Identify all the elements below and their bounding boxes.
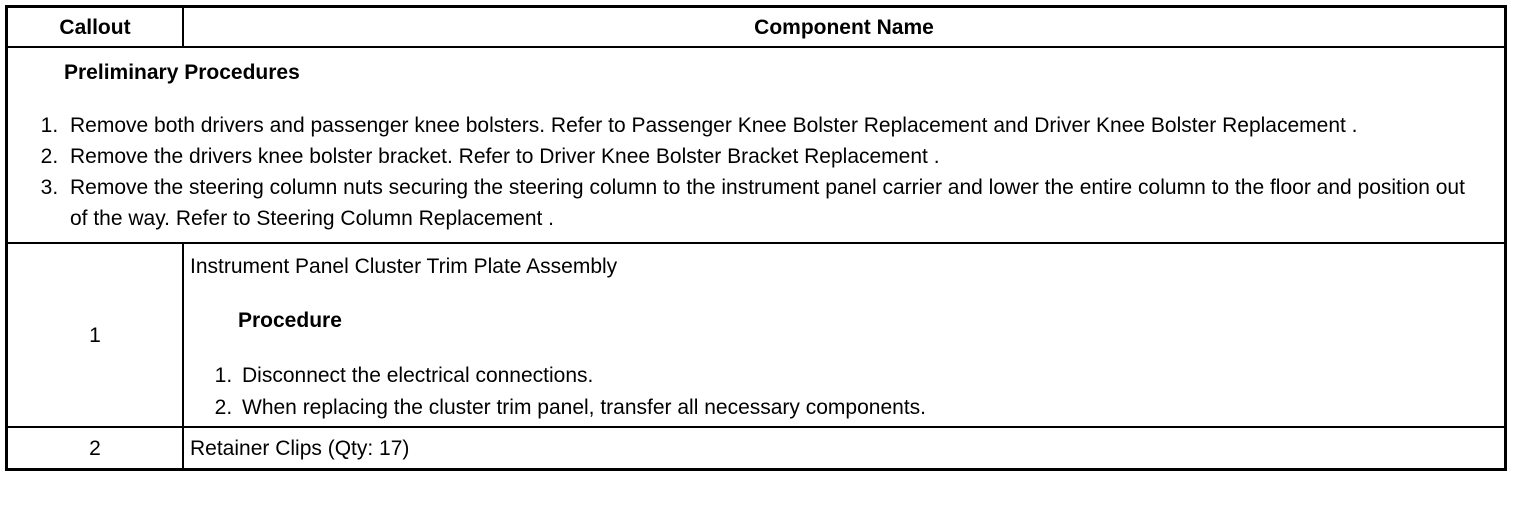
table-row [7,243,1506,427]
procedure-table [5,5,1507,471]
callout-column-header: Callout [7,7,184,48]
component-name: Retainer Clips (Qty: 17) [190,436,410,460]
table-header-row [7,7,1506,48]
preliminary-step: 3. Remove the steering column nuts securing the steering column to the instrument panel carrier and lower the entire column to the floor and position out of the way. Refer to Steering Column Replacement . [64,172,1484,234]
component-cell [183,427,1506,470]
preliminary-step: 1. Remove both drivers and passenger knee bolsters. Refer to Passenger Knee Bolster Replacement and Driver Knee Bolster Replacement . [64,110,1484,141]
preliminary-step: 2. Remove the drivers knee bolster bracket. Refer to Driver Knee Bolster Bracket Replacement . [64,141,1484,172]
procedure-step: 1. Disconnect the electrical connections. [238,360,1498,392]
component-name: Instrument Panel Cluster Trim Plate Assembly [190,255,618,278]
preliminary-title: Preliminary Procedures [64,61,300,84]
procedure-step: 2. When replacing the cluster trim panel, transfer all necessary components. [238,392,1498,424]
procedure-steps-list [190,360,1498,424]
preliminary-row [7,47,1506,243]
table-row [7,427,1506,470]
component-cell [183,243,1506,427]
callout-cell: 1 [7,243,184,427]
preliminary-steps-list [24,110,1484,234]
component-name-column-header: Component Name [183,7,1506,48]
procedure-title: Procedure [238,309,342,332]
preliminary-cell [7,47,1506,243]
callout-cell: 2 [7,427,184,470]
